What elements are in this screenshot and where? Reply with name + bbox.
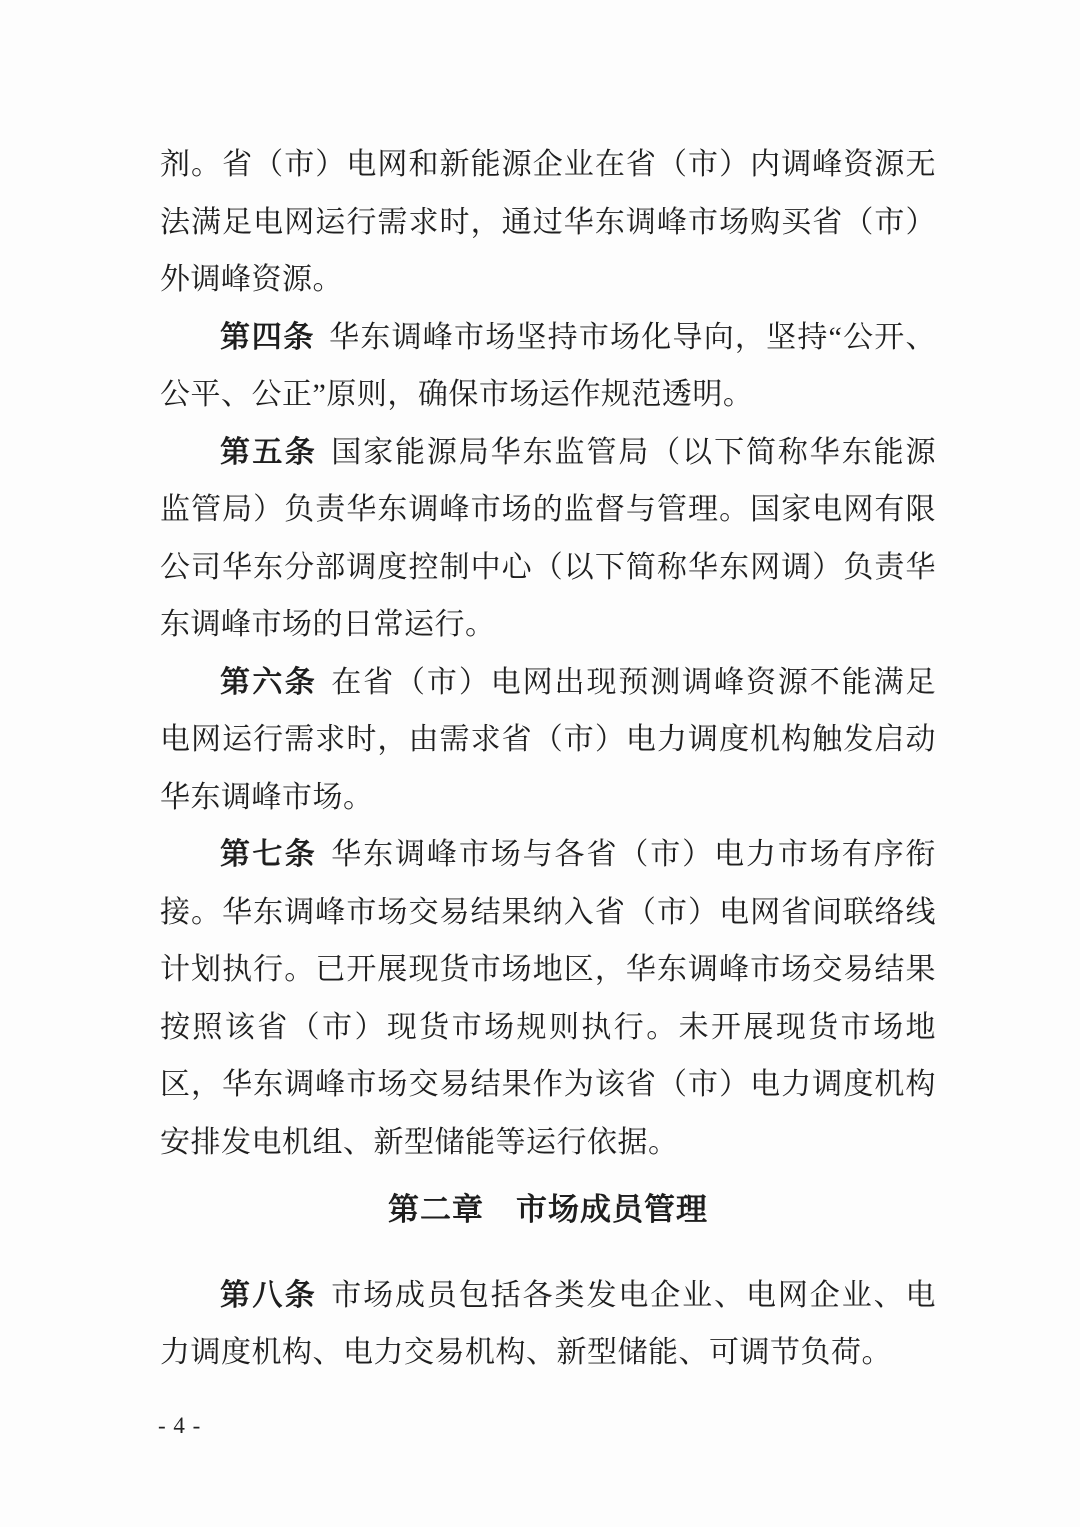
- paragraph-article-8: [160, 1267, 936, 1382]
- article-5-label: 第五条: [220, 435, 318, 469]
- article-8-text: 市场成员包括各类发电企业、电网企业、电力调度机构、电力交易机构、新型储能、可调节负荷。: [160, 1278, 937, 1369]
- chapter-heading: 第二章 市场成员管理: [388, 1192, 708, 1227]
- paragraph-article-5: [160, 424, 936, 654]
- paragraph-article-7: [160, 826, 936, 1171]
- paragraph-article-4: [160, 309, 936, 424]
- article-5-text: 国家能源局华东监管局（以下简称华东能源监管局）负责华东调峰市场的监督与管理。国家电网有限公司华东分部调度控制中心（以下简称华东网调）负责华东调峰市场的日常运行。: [160, 435, 937, 641]
- paragraph-article-6: [160, 654, 936, 827]
- paragraph-continuation: 剂。省（市）电网和新能源企业在省（市）内调峰资源无法满足电网运行需求时，通过华东调峰市场购买省（市）外调峰资源。: [160, 148, 936, 296]
- article-8-label: 第八条: [220, 1278, 318, 1312]
- article-4-text: 华东调峰市场坚持市场化导向，坚持“公开、公平、公正”原则，确保市场运作规范透明。: [160, 320, 936, 411]
- article-4-label: 第四条: [220, 320, 316, 354]
- document-body: [160, 136, 936, 1382]
- article-7-label: 第七条: [220, 838, 318, 871]
- article-7-text: 华东调峰市场与各省（市）电力市场有序衔接。华东调峰市场交易结果纳入省（市）电网省间联络线计划执行。已开展现货市场地区，华东调峰市场交易结果按照该省（市）现货市场规则执行。未开展现货市场地区，华东调峰市场交易结果作为该省（市）电力调度机构安排发电机组、新型储能等运行依据。: [160, 838, 937, 1159]
- page-number: - 4 -: [158, 1413, 202, 1438]
- article-6-text: 在省（市）电网出现预测调峰资源不能满足电网运行需求时，由需求省（市）电力调度机构触发启动华东调峰市场。: [160, 665, 937, 814]
- article-6-label: 第六条: [220, 665, 318, 699]
